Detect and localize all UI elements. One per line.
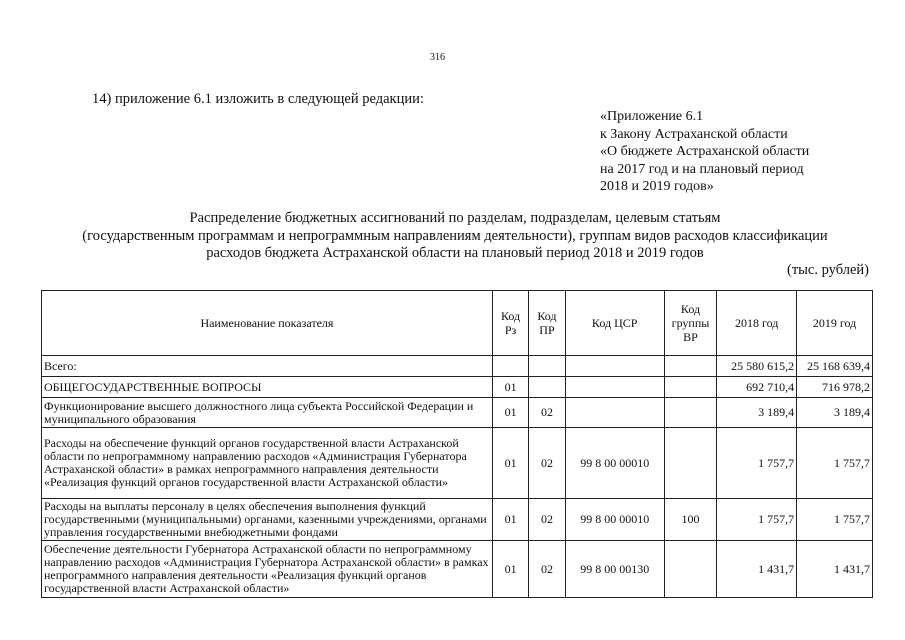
cell-vr (664, 377, 717, 398)
title-line: расходов бюджета Астраханской области на плановый период 2018 и 2019 годов (206, 245, 704, 261)
cell-pr: 02 (529, 428, 565, 499)
cell-pr: 02 (529, 541, 565, 598)
cell-csr (565, 377, 664, 398)
cell-csr: 99 8 00 00130 (565, 541, 664, 598)
header-csr: Код ЦСР (565, 291, 664, 356)
table-row (42, 499, 873, 541)
cell-csr: 99 8 00 00010 (565, 499, 664, 541)
cell-2019: 25 168 639,4 (797, 356, 873, 377)
cell-vr (664, 356, 717, 377)
cell-2018: 1 757,7 (717, 428, 797, 499)
page-number: 316 (430, 52, 445, 63)
cell-vr (664, 541, 717, 598)
cell-rz: 01 (492, 428, 528, 499)
cell-name: Обеспечение деятельности Губернатора Астраханской области по непрограммному направлению расходов «Администрация Губернатора Астраханской области» в рамках непрограммного направления деятельности «Реализация функций органов государственной власти Астраханской области» (42, 541, 493, 598)
table-row (42, 356, 873, 377)
cell-name: Расходы на обеспечение функций органов государственной власти Астраханской области по непрограммному направлению расходов «Администрация Губернатора Астраханской области» в рамках непрограммного направления деятельности «Реализация функций органов государственной власти Астраханской области» (42, 428, 493, 499)
cell-name: ОБЩЕГОСУДАРСТВЕННЫЕ ВОПРОСЫ (42, 377, 493, 398)
cell-csr: 99 8 00 00010 (565, 428, 664, 499)
cell-2019: 1 431,7 (797, 541, 873, 598)
cell-2019: 1 757,7 (797, 428, 873, 499)
cell-2018: 692 710,4 (717, 377, 797, 398)
table-header-row (42, 291, 873, 356)
document-title (40, 210, 870, 263)
cell-2019: 3 189,4 (797, 398, 873, 428)
appendix-line: «О бюджете Астраханской области (600, 144, 810, 159)
cell-csr (565, 356, 664, 377)
cell-rz: 01 (492, 377, 528, 398)
cell-name: Расходы на выплаты персоналу в целях обеспечения выполнения функций государственными (муниципальными) органами, казенными учреждениями, органами управления государственными внебюджетными фондами (42, 499, 493, 541)
cell-vr (664, 398, 717, 428)
budget-table (41, 290, 873, 598)
header-rz: Код Рз (492, 291, 528, 356)
cell-2018: 1 757,7 (717, 499, 797, 541)
cell-2018: 3 189,4 (717, 398, 797, 428)
cell-pr: 02 (529, 499, 565, 541)
table-row (42, 398, 873, 428)
table-row (42, 377, 873, 398)
header-2018: 2018 год (717, 291, 797, 356)
title-line: (государственным программам и непрограммным направлениям деятельности), группам видов расходов классификации (82, 227, 828, 244)
cell-pr: 02 (529, 398, 565, 428)
cell-vr (664, 428, 717, 499)
cell-2018: 25 580 615,2 (717, 356, 797, 377)
appendix-header (600, 108, 809, 196)
appendix-line: «Приложение 6.1 (600, 109, 704, 124)
table-row (42, 428, 873, 499)
cell-rz: 01 (492, 541, 528, 598)
header-2019: 2019 год (797, 291, 873, 356)
appendix-line: на 2017 год и на плановый период (600, 161, 804, 177)
units-label: (тыс. рублей) (787, 262, 869, 278)
header-vr: Код группы ВР (664, 291, 717, 356)
cell-2019: 716 978,2 (797, 377, 873, 398)
cell-name: Всего: (42, 356, 493, 377)
cell-2018: 1 431,7 (717, 541, 797, 598)
cell-vr: 100 (664, 499, 717, 541)
cell-rz: 01 (492, 499, 528, 541)
cell-pr (529, 356, 565, 377)
appendix-line: 2018 и 2019 годов» (600, 179, 714, 194)
cell-2019: 1 757,7 (797, 499, 873, 541)
cell-pr (529, 377, 565, 398)
cell-rz (492, 356, 528, 377)
header-name: Наименование показателя (42, 291, 493, 356)
cell-name: Функционирование высшего должностного лица субъекта Российской Федерации и муниципального образования (42, 398, 493, 428)
intro-text: 14) приложение 6.1 изложить в следующей редакции: (92, 91, 424, 107)
cell-csr (565, 398, 664, 428)
cell-rz: 01 (492, 398, 528, 428)
appendix-line: к Закону Астраханской области (600, 126, 788, 142)
table-row (42, 541, 873, 598)
header-pr: Код ПР (529, 291, 565, 356)
title-line: Распределение бюджетных ассигнований по разделам, подразделам, целевым статьям (189, 210, 721, 226)
